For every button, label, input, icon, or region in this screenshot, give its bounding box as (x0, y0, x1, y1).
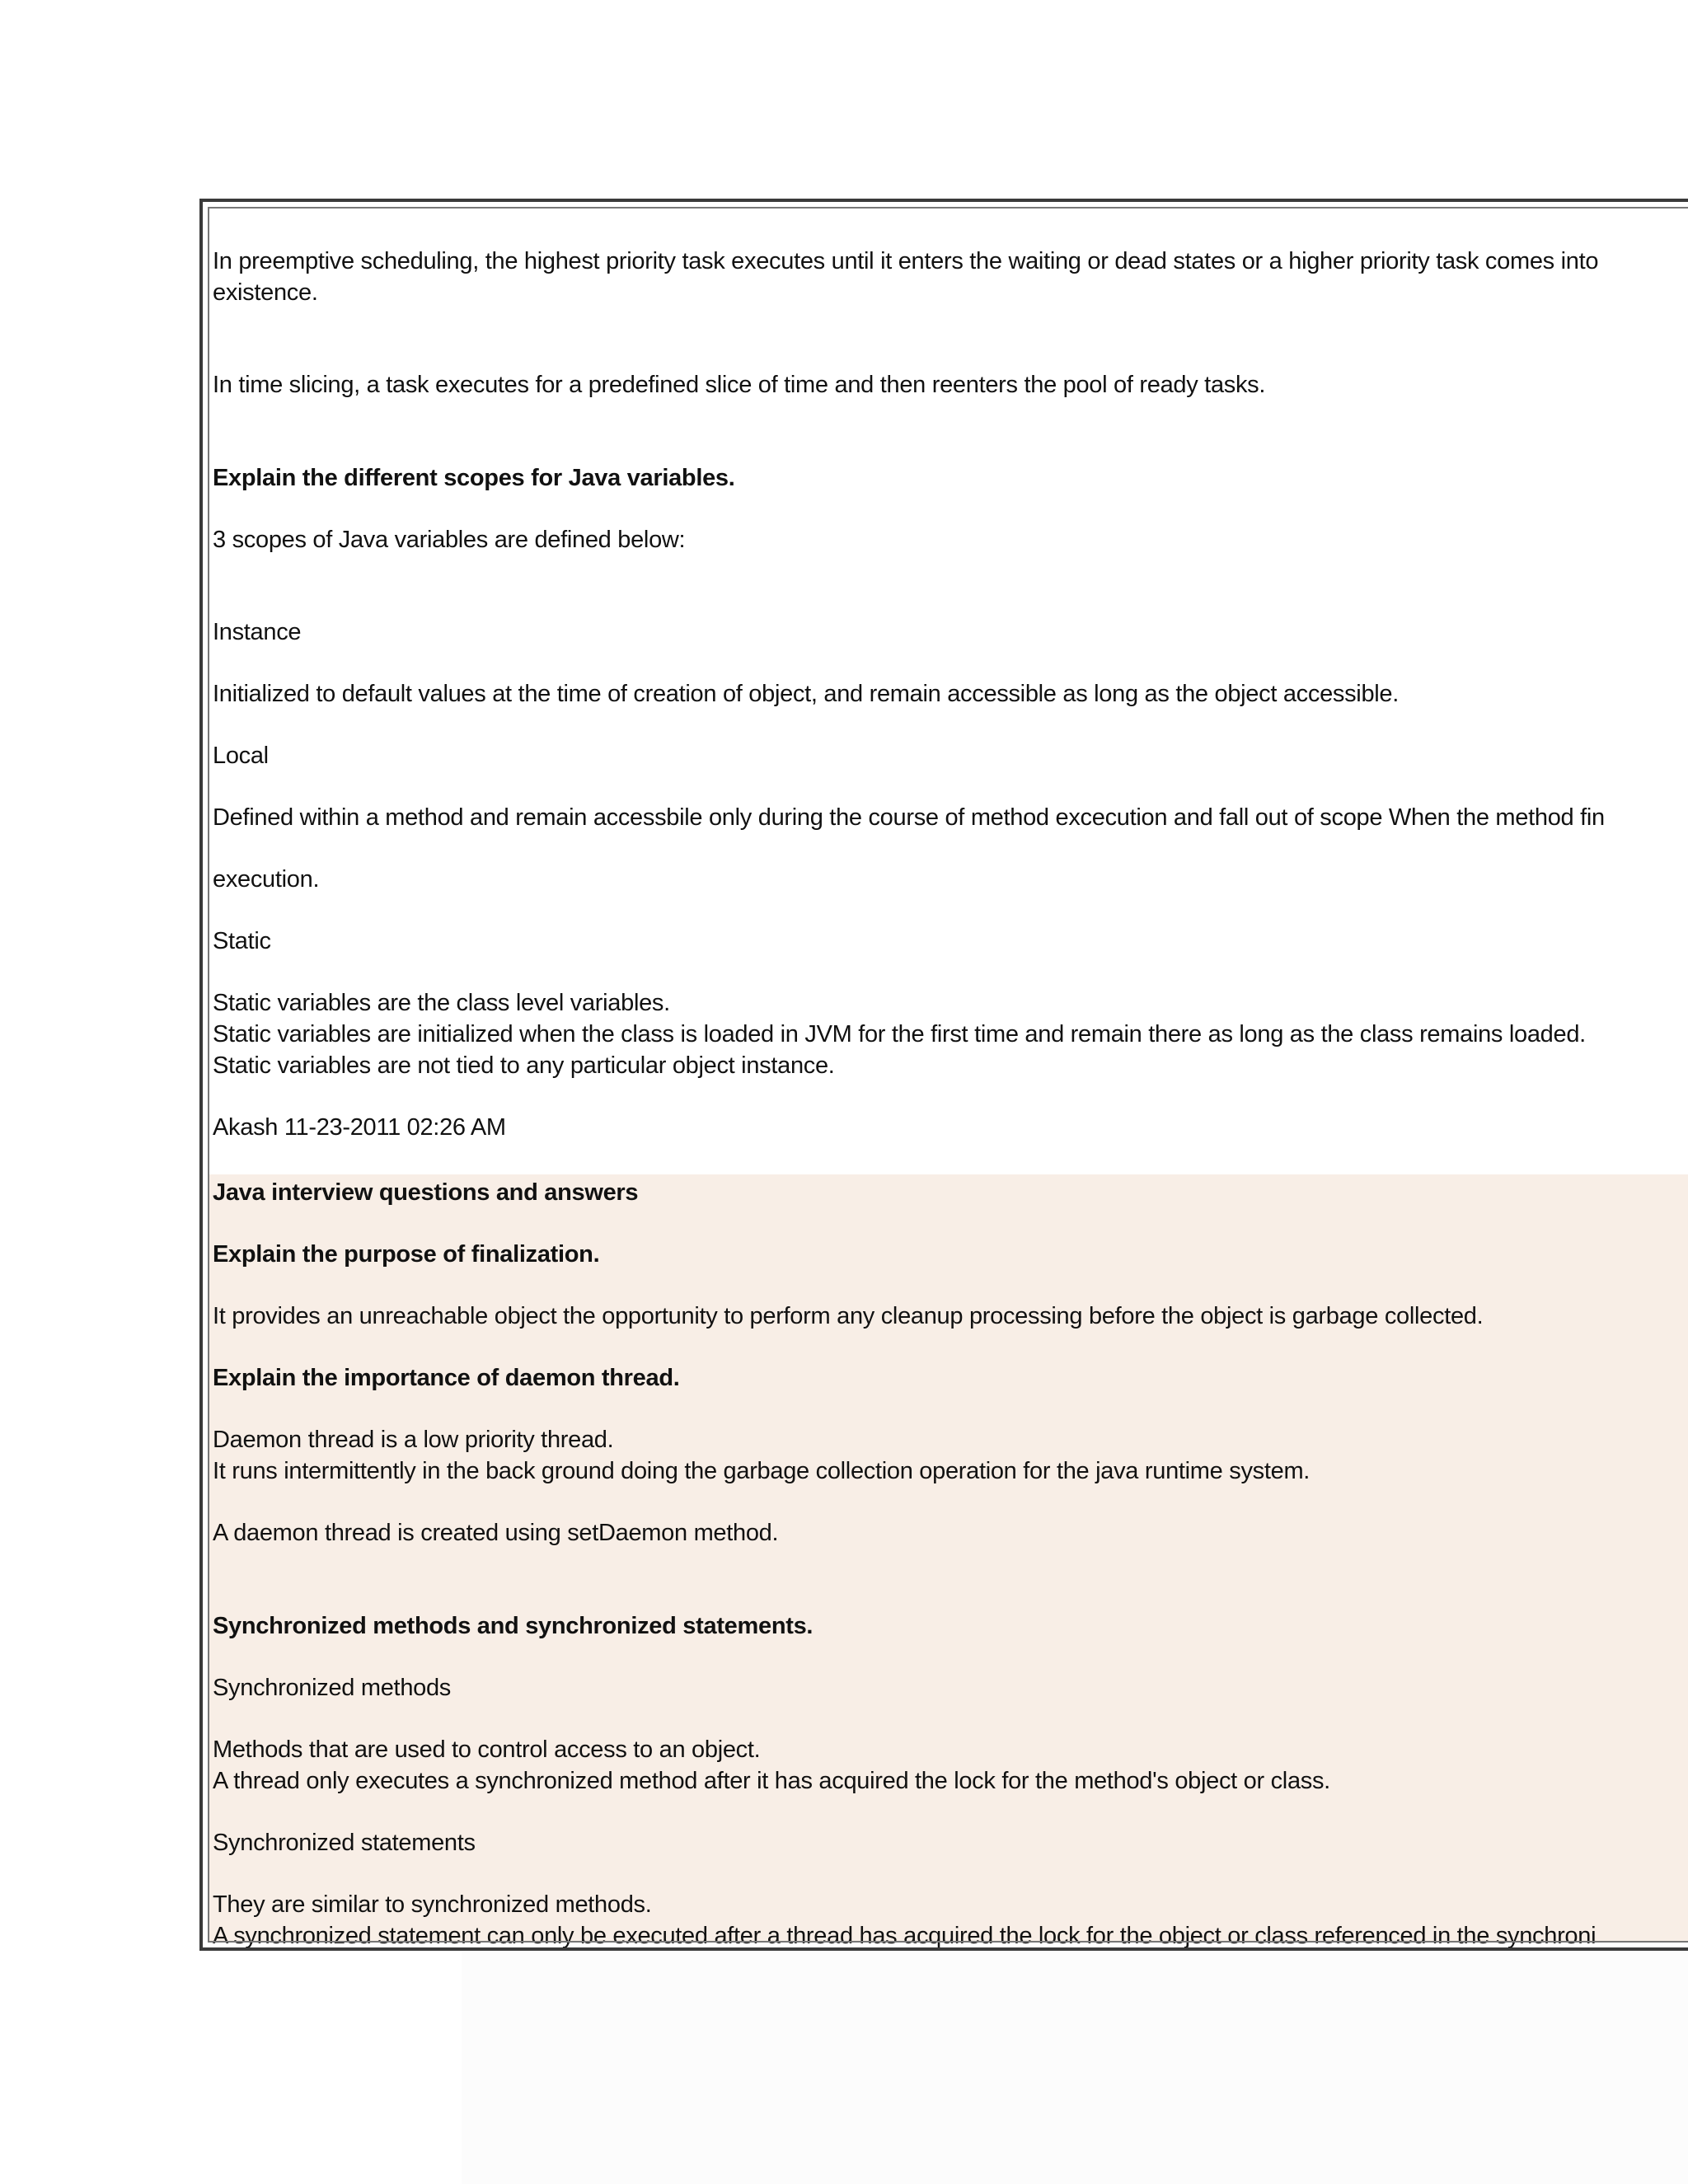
scopes-intro-text: 3 scopes of Java variables are defined below: (213, 527, 686, 553)
upper-section (209, 209, 1688, 1174)
local-label: Local (213, 743, 269, 769)
static-description-1: Static variables are the class level variables. (213, 990, 670, 1016)
static-description-3: Static variables are not tied to any particular object instance. (213, 1052, 835, 1079)
local-description: Defined within a method and remain accessbile only during the course of method excecution and fall out of scope When the method fin (213, 804, 1605, 831)
synchronized-statements-description-1: They are similar to synchronized methods. (213, 1891, 652, 1918)
time-slicing-text: In time slicing, a task executes for a predefined slice of time and then reenters the pool of ready tasks. (213, 372, 1266, 398)
preemptive-scheduling-text: In preemptive scheduling, the highest priority task executes until it enters the waiting or dead states or a higher priority task comes into (213, 248, 1599, 274)
synchronized-methods-description-1: Methods that are used to control access to an object. (213, 1736, 761, 1763)
static-description-2: Static variables are initialized when the class is loaded in JVM for the first time and remain there as long as the class remains loaded. (213, 1021, 1586, 1047)
synchronized-statements-label: Synchronized statements (213, 1830, 476, 1856)
instance-label: Instance (213, 619, 302, 645)
synchronized-methods-label: Synchronized methods (213, 1675, 451, 1701)
author-timestamp: Akash 11-23-2011 02:26 AM (213, 1114, 506, 1141)
document-frame (199, 199, 1688, 1951)
synchronized-statements-description-2: A synchronized statement can only be executed after a thread has acquired the lock for the object or class referenced in the synchroni (213, 1923, 1597, 1949)
instance-description: Initialized to default values at the time of creation of object, and remain accessible as long as the object accessible. (213, 681, 1400, 707)
java-interview-heading: Java interview questions and answers (213, 1179, 639, 1206)
daemon-thread-answer-1: Daemon thread is a low priority thread. (213, 1427, 614, 1453)
lower-section (209, 1174, 1688, 1949)
scopes-question-heading: Explain the different scopes for Java variables. (213, 465, 735, 491)
page-bottom-margin (462, 1952, 1688, 2184)
synchronized-methods-description-2: A thread only executes a synchronized method after it has acquired the lock for the method's object or class. (213, 1768, 1330, 1794)
local-description-continued: execution. (213, 866, 320, 893)
preemptive-scheduling-text-continued: existence. (213, 279, 318, 306)
daemon-thread-answer-2: It runs intermittently in the back ground doing the garbage collection operation for the java runtime system. (213, 1458, 1311, 1484)
daemon-thread-question-heading: Explain the importance of daemon thread. (213, 1365, 680, 1391)
daemon-thread-answer-3: A daemon thread is created using setDaemon method. (213, 1520, 779, 1546)
static-label: Static (213, 928, 271, 954)
finalization-answer: It provides an unreachable object the opportunity to perform any cleanup processing before the object is garbage collected. (213, 1303, 1484, 1329)
finalization-question-heading: Explain the purpose of finalization. (213, 1241, 600, 1268)
synchronized-question-heading: Synchronized methods and synchronized statements. (213, 1613, 814, 1639)
